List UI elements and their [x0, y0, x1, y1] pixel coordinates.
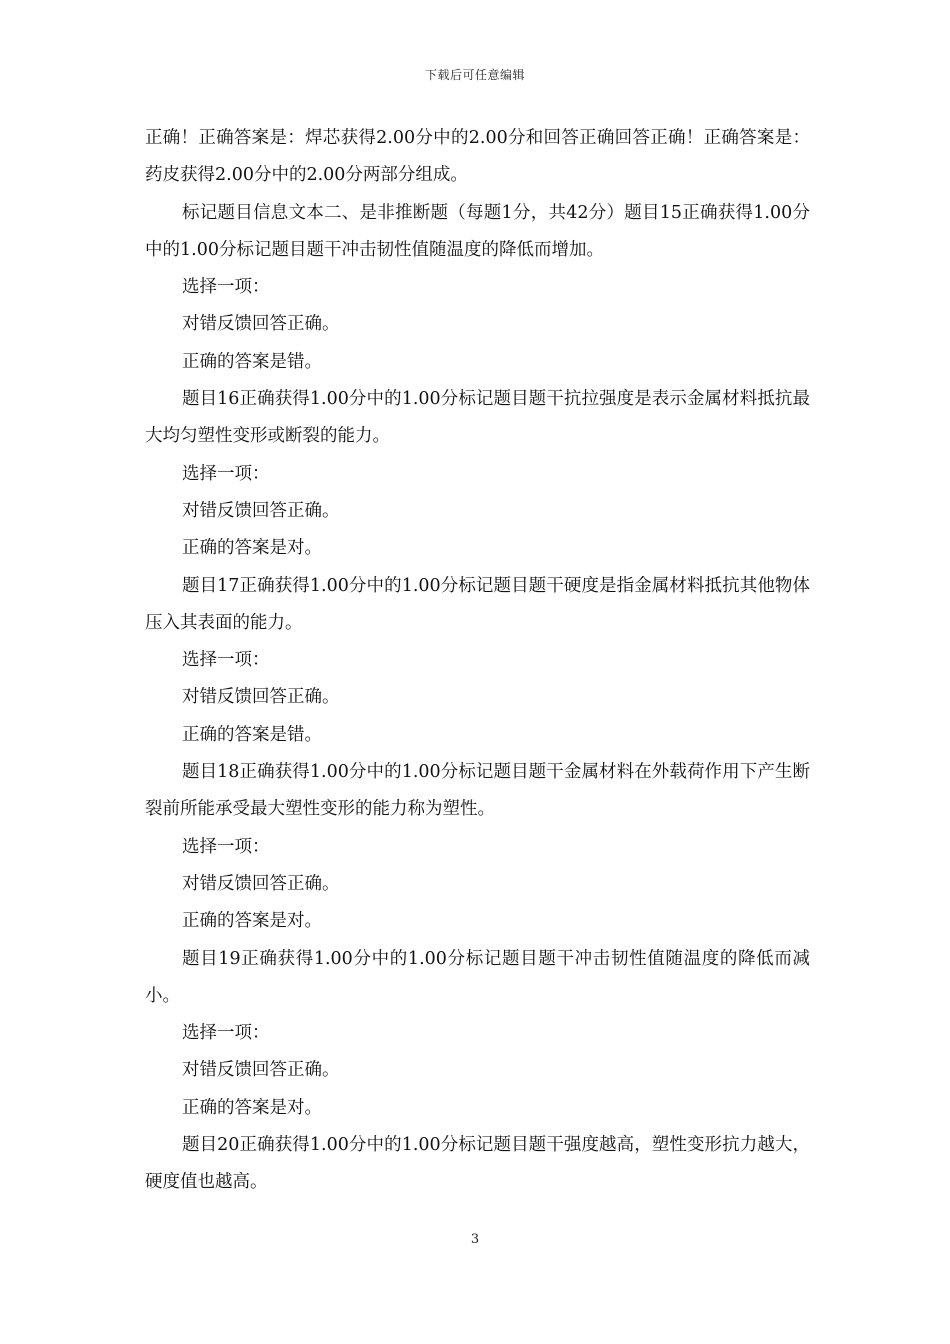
feedback-line: 对错反馈回答正确。	[182, 687, 340, 708]
paragraph-section-two-q15: 标记题目信息文本二、是非推断题（每题1分，共42分）题目15正确获得1.00分中的1.00分标记题目题干冲击韧性值随温度的降低而增加。	[145, 202, 810, 260]
answer-line: 正确的答案是对。	[182, 911, 322, 932]
paragraph-continuation: 正确！正确答案是：焊芯获得2.00分中的2.00分和回答正确回答正确！正确答案是：药皮获得2.00分中的2.00分两部分组成。	[145, 128, 810, 186]
choice-prompt: 选择一项：	[182, 650, 270, 671]
choice-prompt: 选择一项：	[182, 277, 270, 298]
answer-line: 正确的答案是对。	[182, 538, 322, 559]
feedback-line: 对错反馈回答正确。	[182, 500, 340, 521]
feedback-line: 对错反馈回答正确。	[182, 873, 340, 894]
answer-line: 正确的答案是错。	[182, 351, 322, 372]
choice-prompt: 选择一项：	[182, 463, 270, 484]
answer-line: 正确的答案是错。	[182, 724, 322, 745]
feedback-line: 对错反馈回答正确。	[182, 1060, 340, 1081]
answer-line: 正确的答案是对。	[182, 1097, 322, 1118]
question-19: 题目19正确获得1.00分中的1.00分标记题目题干冲击韧性值随温度的降低而减小。	[145, 948, 810, 1006]
document-body	[145, 120, 810, 1202]
question-17: 题目17正确获得1.00分中的1.00分标记题目题干硬度是指金属材料抵抗其他物体压入其表面的能力。	[145, 575, 810, 633]
page-number: 3	[470, 1232, 480, 1247]
choice-prompt: 选择一项：	[182, 836, 270, 857]
question-18: 题目18正确获得1.00分中的1.00分标记题目题干金属材料在外载荷作用下产生断裂前所能承受最大塑性变形的能力称为塑性。	[145, 762, 810, 820]
question-16: 题目16正确获得1.00分中的1.00分标记题目题干抗拉强度是表示金属材料抵抗最大均匀塑性变形或断裂的能力。	[145, 389, 810, 447]
feedback-line: 对错反馈回答正确。	[182, 314, 340, 335]
page-header-note: 下载后可任意编辑	[424, 68, 525, 82]
choice-prompt: 选择一项：	[182, 1023, 270, 1044]
question-20: 题目20正确获得1.00分中的1.00分标记题目题干强度越高，塑性变形抗力越大，硬度值也越高。	[145, 1135, 810, 1193]
